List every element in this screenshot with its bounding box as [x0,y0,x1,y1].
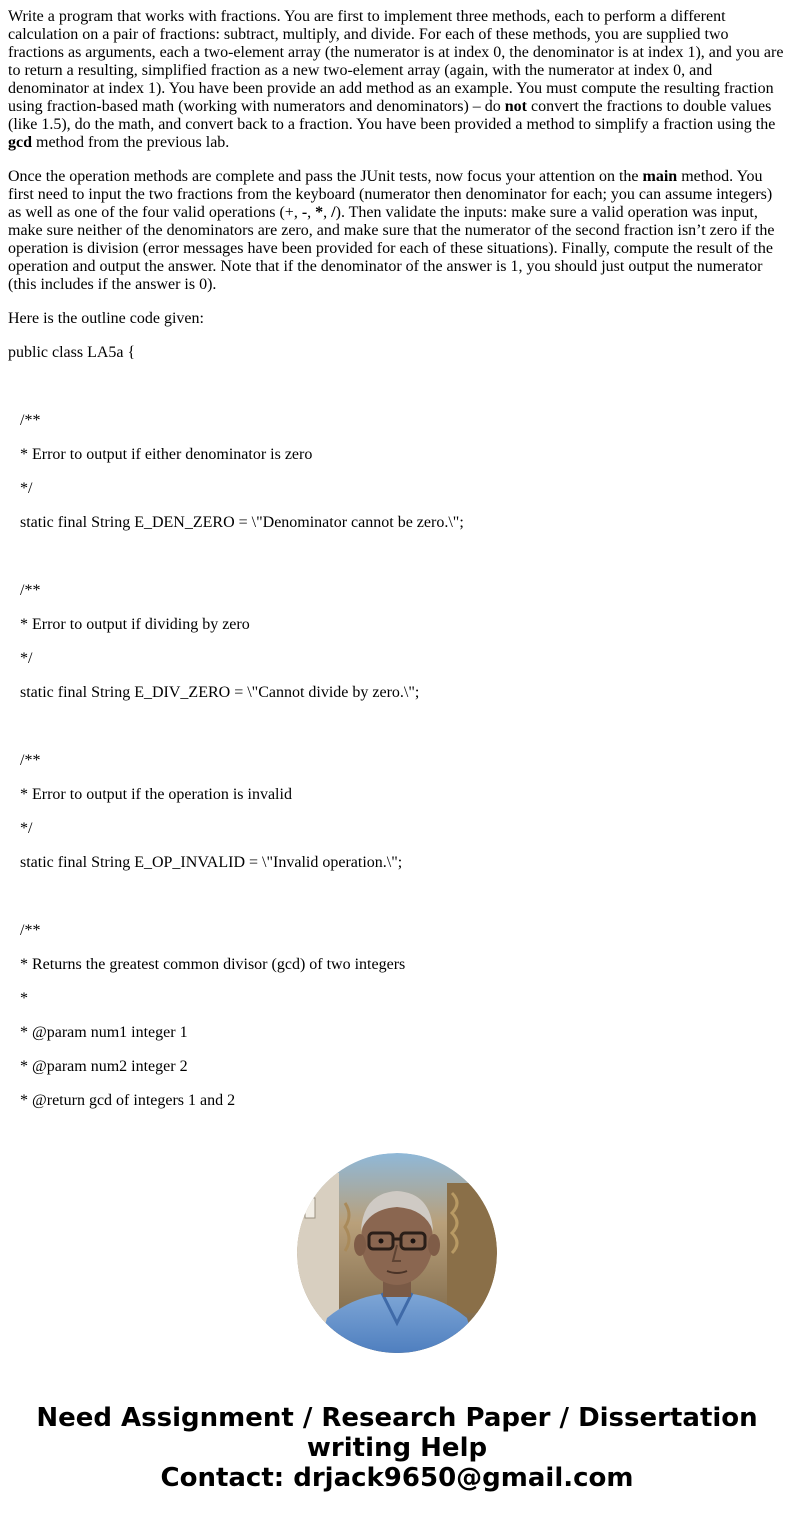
bold-text: / [331,204,336,221]
code-line: static final String E_DIV_ZERO = \"Cannot divide by zero.\"; [20,684,420,701]
avatar [297,1153,497,1353]
text-span: method from the previous lab. [32,134,230,151]
outline-intro: Here is the outline code given: [8,310,204,327]
text-span: Write a program that works with fractions. You are first to implement three methods, each to perform a different calculation on a pair of fractions: subtract, multiply, and divide. For each of these methods, you are supplied two fractions as arguments, each a two-element array (the numerator is at index 0, the denominator is at index 1), and you are to return a resulting, simplified fraction as a new two-element array (again, with the numerator at index 0, and denominator at index 1). You have been provide an add method as an example. You must compute the resulting fraction using fraction-based math (working with numerators and denominators) – do [8,8,784,115]
blank-line [8,888,786,906]
banner-line: Need Assignment / Research Paper / Dissertation [36,1403,758,1433]
blank-line [8,718,786,736]
text-span: method. You first need to input the two fractions from the keyboard (numerator then denominator for each; you can assume integers) as well as one of the four valid operations (+, [8,168,773,221]
code-line: * @param num2 integer 2 [20,1058,188,1075]
code-line: static final String E_DEN_ZERO = \"Denominator cannot be zero.\"; [20,514,464,531]
blank-line [8,548,786,566]
tutor-portrait-icon [297,1153,497,1353]
code-line: * Error to output if dividing by zero [20,616,250,633]
banner-contact-line: Contact: drjack9650@gmail.com [160,1463,634,1493]
bold-text: not [504,98,528,115]
code-line: static final String E_OP_INVALID = \"Invalid operation.\"; [20,854,403,871]
bold-text: * [315,204,324,221]
bold-text: gcd [8,134,32,151]
bold-text: - [301,204,308,221]
code-line: * Returns the greatest common divisor (gcd) of two integers [20,956,406,973]
text-span: convert the fractions to double values (like 1.5), do the math, and convert back to a fraction. You have been provided a method to simplify a fraction using the [8,98,776,133]
contact-banner [0,1403,794,1493]
code-line: public class LA5a { [8,344,136,361]
code-line: * Error to output if either denominator is zero [20,446,313,463]
code-line: * @param num1 integer 1 [20,1024,188,1041]
code-line: * @return gcd of integers 1 and 2 [20,1092,236,1109]
code-line: /** [20,752,41,769]
text-span: , [323,204,332,221]
bold-text: main [642,168,678,185]
main-method-paragraph [8,168,786,294]
code-line: */ [20,480,33,497]
code-line: /** [20,922,41,939]
code-line: * Error to output if the operation is invalid [20,786,292,803]
intro-paragraph [8,8,786,152]
code-line: * [20,990,28,1007]
text-span: , [307,204,316,221]
text-span: ). Then validate the inputs: make sure a valid operation was input, make sure neither of the denominators are zero, and make sure that the numerator of the second fraction isn’t zero if the operation is division (error messages have been provided for each of these situations). Finally, compute the result of the operation and output the answer. Note that if the denominator of the answer is 1, you should just output the numerator (this includes if the answer is 0). [8,204,775,293]
document-body [8,8,786,1126]
code-line: */ [20,650,33,667]
code-line: /** [20,412,41,429]
code-line: */ [20,820,33,837]
text-span: Once the operation methods are complete and pass the JUnit tests, now focus your attention on the [8,168,643,185]
blank-line [8,378,786,396]
code-line: /** [20,582,41,599]
banner-line: writing Help [306,1433,488,1463]
